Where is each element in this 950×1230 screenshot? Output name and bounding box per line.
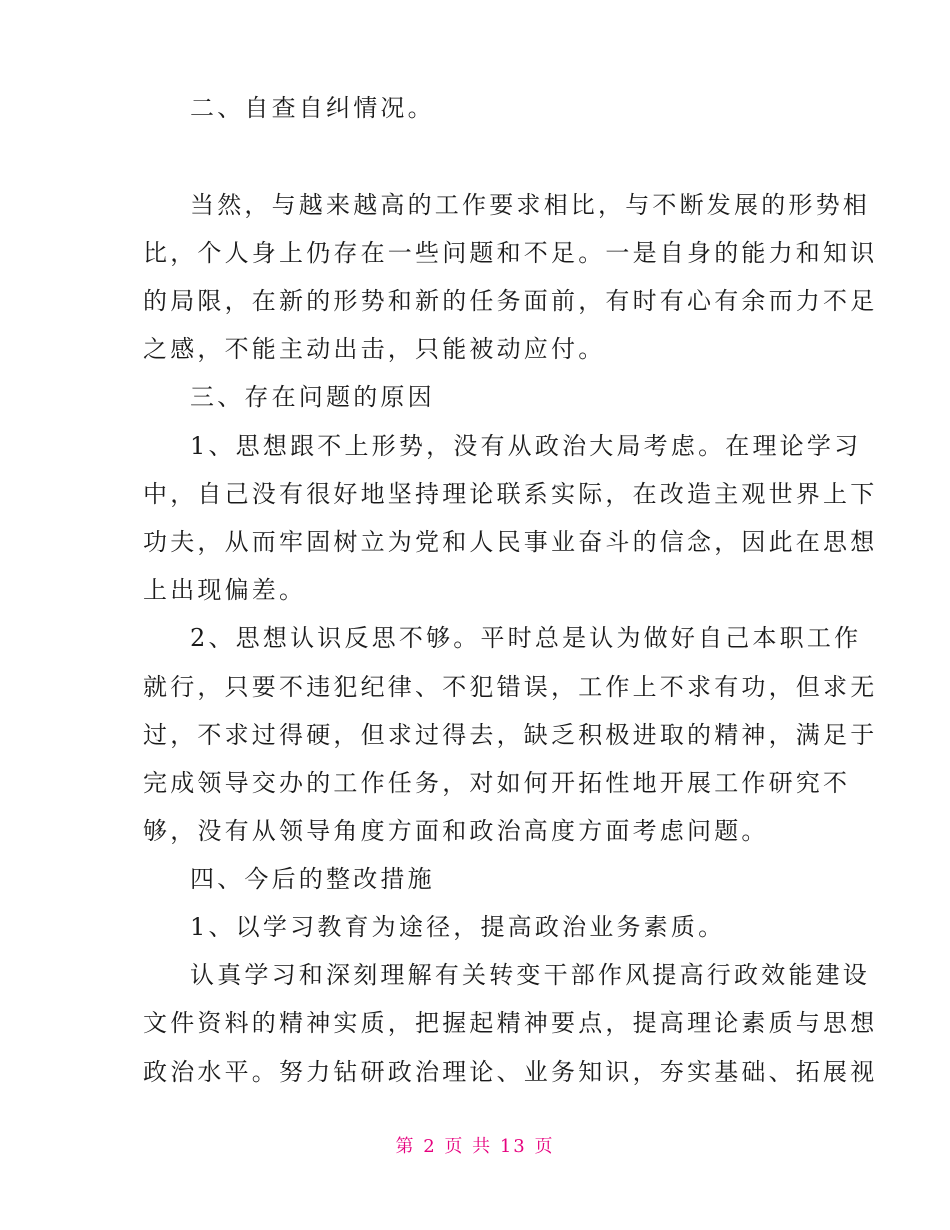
- subsection-heading: 1、以学习教育为途径，提高政治业务素质。: [190, 913, 726, 941]
- paragraph-line: 的局限，在新的形势和新的任务面前，有时有心有余而力不足: [143, 287, 878, 315]
- paragraph-line: 功夫，从而牢固树立为党和人民事业奋斗的信念，因此在思想: [143, 528, 878, 556]
- section-heading: 四、今后的整改措施: [190, 865, 435, 893]
- paragraph-line: 2、思想认识反思不够。平时总是认为做好自己本职工作: [190, 624, 862, 652]
- paragraph-line: 认真学习和深刻理解有关转变干部作风提高行政效能建设: [190, 961, 870, 989]
- paragraph-line: 政治水平。努力钻研政治理论、业务知识，夯实基础、拓展视: [143, 1058, 878, 1086]
- paragraph-line: 就行，只要不违犯纪律、不犯错误，工作上不求有功，但求无: [143, 673, 878, 701]
- paragraph-line: 当然，与越来越高的工作要求相比，与不断发展的形势相: [190, 191, 870, 219]
- paragraph-line: 过，不求过得硬，但求过得去，缺乏积极进取的精神，满足于: [143, 721, 878, 749]
- paragraph-line: 1、思想跟不上形势，没有从政治大局考虑。在理论学习: [190, 432, 862, 460]
- paragraph-line: 够，没有从领导角度方面和政治高度方面考虑问题。: [143, 817, 769, 845]
- paragraph-line: 比，个人身上仍存在一些问题和不足。一是自身的能力和知识: [143, 239, 878, 267]
- paragraph-line: 上出现偏差。: [143, 576, 307, 604]
- paragraph-line: 中，自己没有很好地坚持理论联系实际，在改造主观世界上下: [143, 480, 878, 508]
- paragraph-line: 文件资料的精神实质，把握起精神要点，提高理论素质与思想: [143, 1009, 878, 1037]
- section-heading: 三、存在问题的原因: [190, 383, 435, 411]
- section-heading: 二、自查自纠情况。: [190, 94, 435, 122]
- paragraph-line: 之感，不能主动出击，只能被动应付。: [143, 335, 606, 363]
- paragraph-line: 完成领导交办的工作任务，对如何开拓性地开展工作研究不: [143, 769, 851, 797]
- page-number-footer: 第 2 页 共 13 页: [395, 1136, 555, 1157]
